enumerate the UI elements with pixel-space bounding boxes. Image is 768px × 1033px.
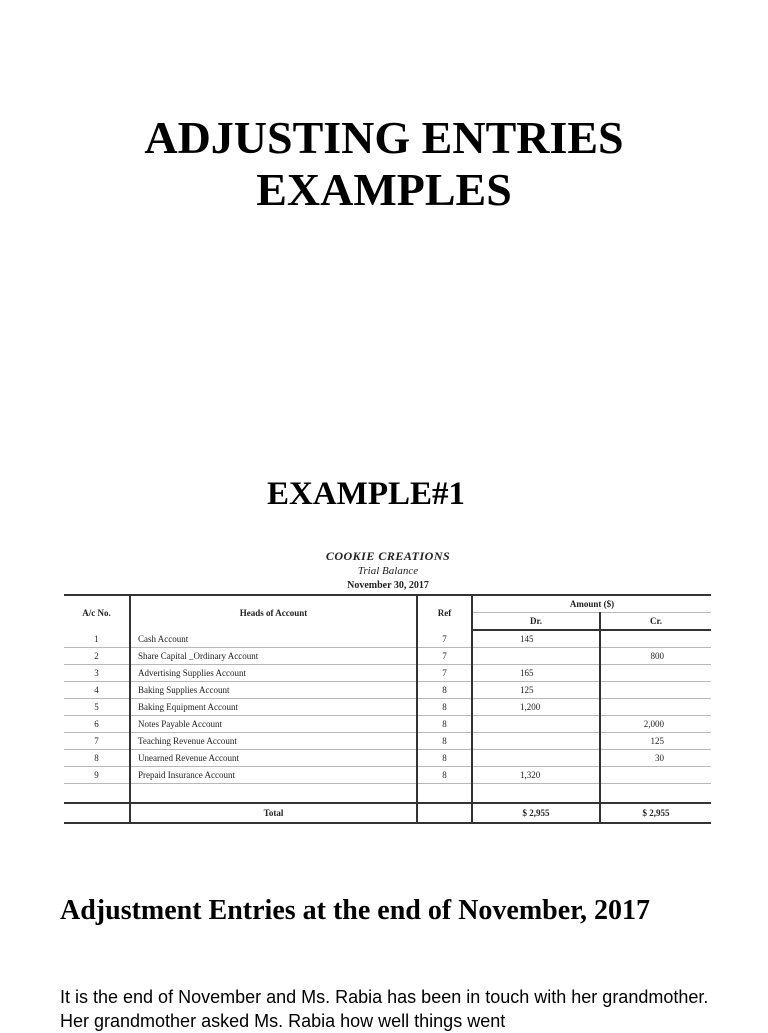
cell-ref: 8 (417, 699, 472, 716)
total-dr: $ 2,955 (472, 803, 600, 823)
cell-head-of-account: Notes Payable Account (130, 716, 417, 733)
cell-dr: 1,200 (472, 699, 600, 716)
example-heading: EXAMPLE#1 (267, 476, 465, 512)
cell-dr (472, 716, 600, 733)
table-row (64, 682, 711, 699)
cell-dr: 1,320 (472, 767, 600, 784)
header-amount: Amount ($) (472, 595, 711, 613)
cell-ref: 8 (417, 733, 472, 750)
page-title-line-2: EXAMPLES (256, 164, 512, 215)
cell-head-of-account: Advertising Supplies Account (130, 665, 417, 682)
cell-ac-no: 8 (64, 750, 130, 767)
cell-cr: 30 (600, 750, 711, 767)
table-blank-row (64, 784, 711, 804)
table-row (64, 630, 711, 648)
header-cr: Cr. (600, 613, 711, 631)
trial-balance-table (64, 594, 711, 824)
cell-ac-no: 5 (64, 699, 130, 716)
cell-cr (600, 682, 711, 699)
table-header-row (64, 595, 711, 613)
header-ref: Ref (417, 595, 472, 630)
header-dr: Dr. (472, 613, 600, 631)
cell-dr: 165 (472, 665, 600, 682)
cell-ac-no: 9 (64, 767, 130, 784)
cell-cr: 800 (600, 648, 711, 665)
total-cr: $ 2,955 (600, 803, 711, 823)
cell-ref: 8 (417, 682, 472, 699)
cell-cr (600, 767, 711, 784)
cell-ac-no: 1 (64, 630, 130, 648)
trial-balance-date: November 30, 2017 (347, 580, 429, 591)
trial-balance (64, 548, 712, 824)
cell-cr (600, 665, 711, 682)
table-row (64, 699, 711, 716)
total-label: Total (130, 803, 417, 823)
cell-dr (472, 750, 600, 767)
cell-head-of-account: Prepaid Insurance Account (130, 767, 417, 784)
cell-head-of-account: Baking Equipment Account (130, 699, 417, 716)
page-title (0, 112, 768, 216)
cell-ref: 8 (417, 716, 472, 733)
cell-cr (600, 630, 711, 648)
cell-ref: 7 (417, 648, 472, 665)
body-paragraph: It is the end of November and Ms. Rabia has been in touch with her grandmother. Her grandmother asked Ms. Rabia how well things went (60, 987, 709, 1031)
trial-balance-body (64, 630, 711, 784)
cell-ac-no: 3 (64, 665, 130, 682)
cell-cr: 2,000 (600, 716, 711, 733)
header-ac-no: A/c No. (64, 595, 130, 630)
cell-head-of-account: Baking Supplies Account (130, 682, 417, 699)
cell-ac-no: 2 (64, 648, 130, 665)
page-title-line-1: ADJUSTING ENTRIES (144, 112, 624, 163)
cell-ref: 7 (417, 630, 472, 648)
table-row (64, 665, 711, 682)
cell-cr (600, 699, 711, 716)
cell-ac-no: 7 (64, 733, 130, 750)
header-heads-of-account: Heads of Account (130, 595, 417, 630)
cell-ac-no: 6 (64, 716, 130, 733)
trial-balance-subtitle: Trial Balance (357, 565, 419, 577)
table-row (64, 716, 711, 733)
cell-head-of-account: Cash Account (130, 630, 417, 648)
adjustment-heading: Adjustment Entries at the end of November, 2017 (60, 895, 651, 926)
table-total-row (64, 803, 711, 823)
cell-head-of-account: Teaching Revenue Account (130, 733, 417, 750)
trial-balance-company: COOKIE CREATIONS (325, 549, 451, 563)
cell-ref: 7 (417, 665, 472, 682)
cell-cr: 125 (600, 733, 711, 750)
table-row (64, 767, 711, 784)
table-row (64, 733, 711, 750)
cell-ac-no: 4 (64, 682, 130, 699)
cell-dr: 125 (472, 682, 600, 699)
cell-dr (472, 648, 600, 665)
cell-ref: 8 (417, 750, 472, 767)
table-row (64, 750, 711, 767)
cell-dr (472, 733, 600, 750)
cell-ref: 8 (417, 767, 472, 784)
table-row (64, 648, 711, 665)
cell-dr: 145 (472, 630, 600, 648)
cell-head-of-account: Unearned Revenue Account (130, 750, 417, 767)
cell-head-of-account: Share Capital _Ordinary Account (130, 648, 417, 665)
